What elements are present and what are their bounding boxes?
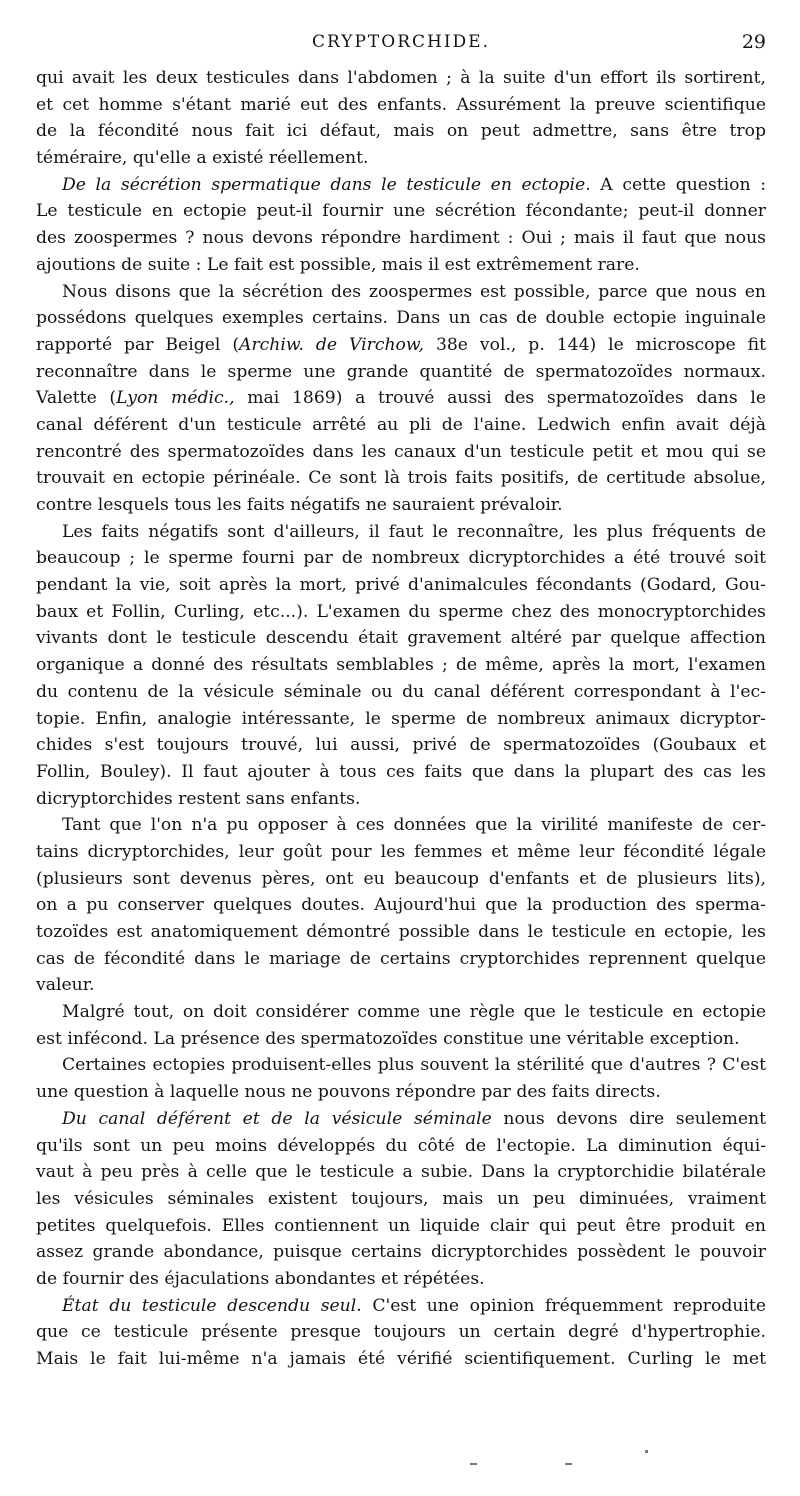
text-run: et cet homme s'étant marié eut des enfants. Assurément la preuve scientifique	[36, 94, 766, 115]
text-line	[36, 652, 766, 679]
text-run: des zoospermes ? nous devons répondre hardiment : Oui ; mais il faut que nous	[36, 228, 766, 249]
text-line	[36, 1026, 766, 1053]
text-line	[36, 252, 766, 279]
text-line	[36, 1213, 766, 1240]
text-line	[36, 1106, 766, 1133]
text-run: Certaines ectopies produisent-elles plus souvent la stérilité que d'autres ? C'est	[62, 1055, 766, 1076]
text-run: possédons quelques exemples certains. Dans un cas de double ectopie inguinale	[36, 308, 766, 329]
text-line	[36, 625, 766, 652]
text-line	[36, 679, 766, 706]
text-line	[36, 1266, 766, 1293]
text-run: Follin, Bouley). Il faut ajouter à tous ces faits que dans la plupart des cas les	[36, 761, 766, 782]
text-line	[36, 1346, 766, 1373]
text-line	[36, 545, 766, 572]
text-line	[36, 1159, 766, 1186]
text-run: vaut à peu près à celle que le testicule a subie. Dans la cryptorchidie bilatérale	[36, 1162, 766, 1183]
text-line	[36, 118, 766, 145]
text-line	[36, 599, 766, 626]
running-head	[36, 30, 766, 58]
text-run: ajoutions de suite : Le fait est possible, mais il est extrêmement rare.	[36, 254, 640, 275]
text-run: Valette (	[36, 388, 117, 409]
text-run: de fournir des éjaculations abondantes et répétées.	[36, 1268, 485, 1289]
text-line	[36, 706, 766, 733]
text-run: mai 1869) a trouvé aussi des spermatozoïdes dans le	[234, 388, 766, 409]
text-run: Nous disons que la sécrétion des zoospermes est possible, parce que nous en	[62, 281, 766, 302]
text-run: trouvait en ectopie périnéale. Ce sont là trois faits positifs, de certitude absolue,	[36, 468, 766, 489]
text-run: cas de fécondité dans le mariage de certains cryptorchides reprennent quelque	[36, 948, 766, 969]
text-line	[36, 919, 766, 946]
text-line	[36, 946, 766, 973]
text-run: beaucoup ; le sperme fourni par de nombreux dicryptorchides a été trouvé soit	[36, 548, 766, 569]
text-run: C'est une opinion fréquemment reproduite	[361, 1295, 766, 1316]
italic-text: De la sécrétion spermatique dans le testicule en ectopie.	[62, 174, 591, 195]
text-run: du contenu de la vésicule séminale ou du canal déférent correspondant à l'ec-	[36, 681, 766, 702]
text-run: Mais le fait lui-même n'a jamais été vérifié scientifiquement. Curling le met	[36, 1349, 766, 1369]
text-line	[36, 1079, 766, 1106]
text-run: pendant la vie, soit après la mort, privé d'animalcules fécondants (Godard, Gou-	[36, 575, 766, 596]
text-run: dicryptorchides restent sans enfants.	[36, 788, 361, 809]
text-line	[36, 572, 766, 599]
text-run: qu'ils sont un peu moins développés du côté de l'ectopie. La diminution équi-	[36, 1135, 766, 1156]
running-title: CRYPTORCHIDE.	[311, 32, 490, 52]
text-run: rapporté par Beigel (	[36, 334, 240, 355]
text-line	[36, 839, 766, 866]
text-run: vivants dont le testicule descendu était gravement altéré par quelque affection	[36, 628, 766, 649]
text-line	[36, 1239, 766, 1266]
text-line	[36, 465, 766, 492]
text-line	[36, 1186, 766, 1213]
text-run: Le testicule en ectopie peut-il fournir une sécrétion fécondante; peut-il donner	[36, 201, 766, 222]
text-line	[36, 1133, 766, 1160]
body-text	[36, 65, 766, 1373]
scan-speck	[565, 1463, 572, 1465]
text-run: (plusieurs sont devenus pères, ont eu beaucoup d'enfants et de plusieurs lits),	[36, 868, 766, 889]
text-line	[36, 412, 766, 439]
text-line	[36, 732, 766, 759]
text-run: A cette question :	[590, 174, 766, 195]
text-line	[36, 786, 766, 813]
text-run: chides s'est toujours trouvé, lui aussi, privé de spermatozoïdes (Goubaux et	[36, 735, 766, 756]
text-run: baux et Follin, Curling, etc...). L'examen du sperme chez des monocryptorchides	[36, 601, 766, 622]
text-run: petites quelquefois. Elles contiennent un liquide clair qui peut être produit en	[36, 1215, 766, 1236]
text-run: rencontré des spermatozoïdes dans les canaux d'un testicule petit et mou qui se	[36, 441, 766, 462]
text-line	[36, 279, 766, 306]
text-line	[36, 172, 766, 199]
text-line	[36, 492, 766, 519]
text-line	[36, 972, 766, 999]
italic-text: Lyon médic.,	[116, 388, 235, 409]
text-run: une question à laquelle nous ne pouvons répondre par des faits directs.	[36, 1082, 661, 1103]
text-run: qui avait les deux testicules dans l'abdomen ; à la suite d'un effort ils sortirent,	[36, 68, 766, 88]
text-line	[36, 1293, 766, 1320]
italic-text: Archiw. de Virchow,	[239, 334, 425, 355]
text-line	[36, 866, 766, 893]
text-line	[36, 892, 766, 919]
text-line	[36, 439, 766, 466]
text-run: est infécond. La présence des spermatozoïdes constitue une véritable exception.	[36, 1028, 740, 1049]
scan-speck	[645, 1450, 648, 1453]
text-run: Tant que l'on n'a pu opposer à ces données que la virilité manifeste de cer-	[62, 815, 766, 836]
text-line	[36, 359, 766, 386]
text-run: tains dicryptorchides, leur goût pour les femmes et même leur fécondité légale	[36, 841, 766, 862]
page-number: 29	[741, 31, 766, 53]
text-run: nous devons dire seulement	[491, 1108, 766, 1129]
text-run: canal déférent d'un testicule arrêté au pli de l'aine. Ledwich enfin avait déjà	[36, 414, 766, 435]
scan-specks	[0, 1448, 800, 1478]
text-line	[36, 1052, 766, 1079]
text-run: téméraire, qu'elle a existé réellement.	[36, 148, 369, 169]
italic-text: État du testicule descendu seul.	[62, 1295, 362, 1316]
text-line	[36, 385, 766, 412]
text-line	[36, 65, 766, 92]
text-line	[36, 759, 766, 786]
italic-text: Du canal déférent et de la vésicule séminale	[62, 1108, 492, 1129]
text-line	[36, 999, 766, 1026]
text-run: reconnaître dans le sperme une grande quantité de spermatozoïdes normaux.	[36, 361, 766, 382]
text-line	[36, 145, 766, 172]
text-run: assez grande abondance, puisque certains dicryptorchides possèdent le pouvoir	[36, 1242, 766, 1263]
text-line	[36, 332, 766, 359]
text-run: Malgré tout, on doit considérer comme une règle que le testicule en ectopie	[62, 1002, 766, 1023]
text-run: on a pu conserver quelques doutes. Aujourd'hui que la production des sperma-	[36, 895, 766, 916]
text-line	[36, 519, 766, 546]
scan-speck	[470, 1463, 477, 1465]
text-run: Les faits négatifs sont d'ailleurs, il faut le reconnaître, les plus fréquents de	[62, 521, 766, 542]
text-line	[36, 1319, 766, 1346]
text-run: organique a donné des résultats semblables ; de même, après la mort, l'examen	[36, 655, 766, 676]
text-run: que ce testicule présente presque toujours un certain degré d'hypertrophie.	[36, 1322, 766, 1343]
text-line	[36, 812, 766, 839]
text-run: valeur.	[36, 975, 95, 996]
text-run: de la fécondité nous fait ici défaut, mais on peut admettre, sans être trop	[36, 121, 766, 142]
text-run: 38e vol., p. 144) le microscope fit	[424, 334, 766, 355]
text-run: topie. Enfin, analogie intéressante, le sperme de nombreux animaux dicryptor-	[36, 708, 766, 729]
text-run: les vésicules séminales existent toujours, mais un peu diminuées, vraiment	[36, 1188, 766, 1209]
text-run: tozoïdes est anatomiquement démontré possible dans le testicule en ectopie, les	[36, 922, 766, 942]
text-line	[36, 225, 766, 252]
text-line	[36, 92, 766, 119]
text-run: contre lesquels tous les faits négatifs ne sauraient prévaloir.	[36, 495, 563, 515]
text-line	[36, 305, 766, 332]
text-line	[36, 198, 766, 225]
